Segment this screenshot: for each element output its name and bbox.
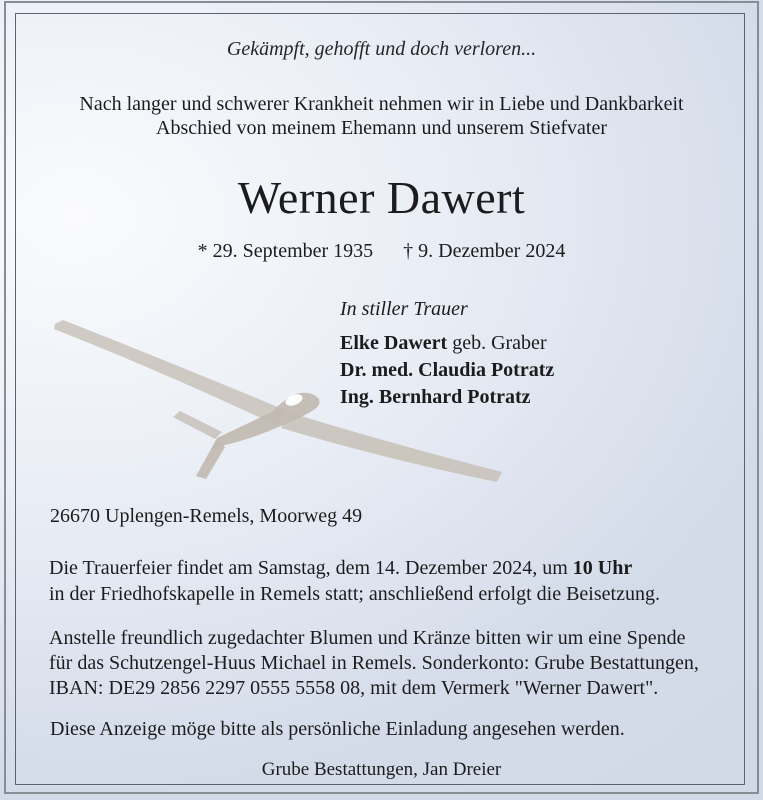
deceased-name: Werner Dawert — [237, 172, 526, 223]
mourner-name: Dr. med. Claudia Potratz — [340, 359, 555, 381]
mourner-name: Ing. Bernhard Potratz — [340, 386, 531, 408]
donation-line-1: Anstelle freundlich zugedachter Blumen und Kränze bitten wir um eine Spende — [49, 627, 686, 649]
intro-line-1: Nach langer und schwerer Krankheit nehmen wir in Liebe und Dankbarkeit — [79, 93, 684, 115]
death-date: † 9. Dezember 2024 — [403, 240, 566, 262]
funeral-line-1-text: Die Trauerfeier findet am Samstag, dem 14. Dezember 2024, um — [49, 557, 573, 579]
life-dates — [0, 240, 763, 263]
mourner-row — [340, 330, 554, 357]
intro-paragraph — [0, 92, 763, 140]
donation-line-3: IBAN: DE29 2856 2297 0555 5558 08, mit dem Vermerk "Werner Dawert". — [49, 677, 659, 699]
intro-line-2: Abschied von meinem Ehemann und unserem Stiefvater — [156, 117, 607, 139]
funeral-time: 10 Uhr — [572, 557, 633, 579]
birth-date: * 29. September 1935 — [197, 240, 374, 262]
mourner-name: Elke Dawert — [340, 332, 448, 354]
motto-line: Gekämpft, gehofft und doch verloren... — [226, 38, 537, 60]
funeral-line-2: in der Friedhofskapelle in Remels statt; anschließend erfolgt die Beisetzung. — [49, 583, 660, 605]
funeral-paragraph — [49, 555, 660, 607]
mourning-intro: In stiller Trauer — [340, 298, 468, 320]
mourners-block — [340, 297, 554, 411]
donation-line-2: für das Schutzengel-Huus Michael in Remels. Sonderkonto: Grube Bestattungen, — [49, 652, 699, 674]
funeral-line-1 — [49, 555, 660, 581]
donation-paragraph — [49, 626, 699, 701]
undertaker-line: Grube Bestattungen, Jan Dreier — [261, 759, 502, 780]
mourner-suffix: geb. Graber — [447, 332, 547, 354]
mourner-row — [340, 384, 554, 411]
address-line: 26670 Uplengen-Remels, Moorweg 49 — [50, 505, 363, 527]
invitation-line: Diese Anzeige möge bitte als persönliche Einladung angesehen werden. — [50, 718, 625, 740]
mourner-row — [340, 357, 554, 384]
